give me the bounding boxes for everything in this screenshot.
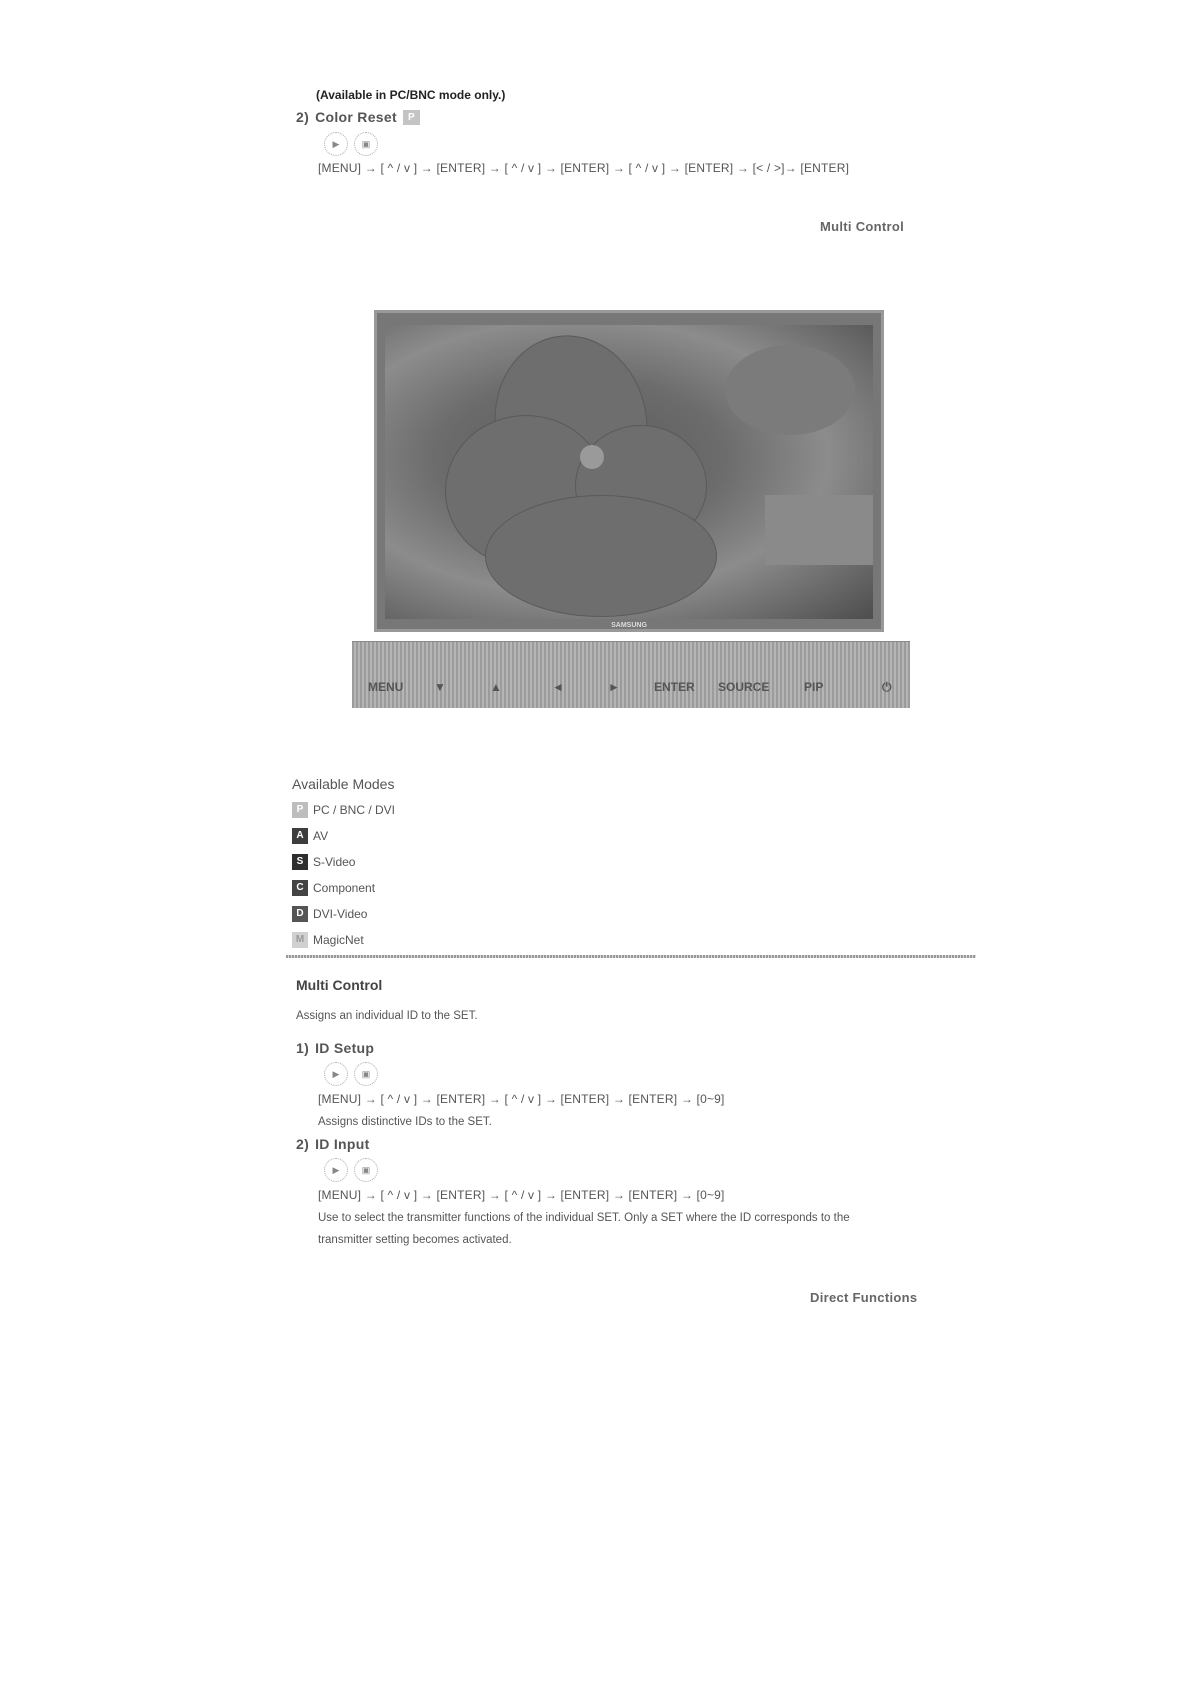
magicnet-mode-icon: M	[292, 932, 308, 948]
multi-control-link[interactable]: Multi Control	[820, 219, 905, 234]
menu-button[interactable]: MENU	[368, 680, 404, 694]
monitor-image	[374, 310, 884, 632]
color-reset-sequence: [MENU] → [ ^ / v ] → [ENTER] → [ ^ / v ] → [ENTER] → [ ^ / v ] → [ENTER] → [< / >]→ [ENTER]	[318, 161, 850, 175]
mode-label: Component	[313, 880, 376, 895]
modes-list	[292, 800, 395, 949]
available-modes-heading: Available Modes	[292, 776, 395, 792]
mode-item	[292, 878, 395, 897]
pip-button[interactable]: PIP	[804, 680, 824, 694]
item-number: 1)	[296, 1040, 310, 1056]
id-input-desc-line1: Use to select the transmitter functions of the individual SET. Only a SET where the ID corresponds to the	[318, 1212, 850, 1224]
mode-item	[292, 852, 395, 871]
id-input-desc-line2: transmitter setting becomes activated.	[318, 1234, 512, 1246]
mode-item	[292, 904, 395, 923]
item-title: ID Input	[315, 1136, 370, 1152]
pc-mode-icon: P	[403, 110, 420, 125]
id-input-sequence: [MENU] → [ ^ / v ] → [ENTER] → [ ^ / v ] → [ENTER] → [ENTER] → [0~9]	[318, 1188, 725, 1202]
multi-control-heading: Multi Control	[296, 977, 383, 993]
enter-button[interactable]: ENTER	[654, 680, 695, 694]
id-setup-sequence: [MENU] → [ ^ / v ] → [ENTER] → [ ^ / v ] → [ENTER] → [ENTER] → [0~9]	[318, 1092, 725, 1106]
remote-icons	[324, 1062, 378, 1086]
flower-screen	[385, 325, 873, 619]
brand-logo: SAMSUNG	[611, 622, 647, 629]
mode-label: AV	[313, 828, 329, 843]
mode-item	[292, 800, 395, 819]
menu-button-icon: ▣	[354, 1158, 378, 1182]
component-mode-icon: C	[292, 880, 308, 896]
remote-button-icon: ▶	[324, 132, 348, 156]
s-video-mode-icon: S	[292, 854, 308, 870]
multi-control-desc: Assigns an individual ID to the SET.	[296, 1010, 478, 1022]
mode-label: PC / BNC / DVI	[313, 802, 396, 817]
menu-button-icon: ▣	[354, 132, 378, 156]
item-title: ID Setup	[315, 1040, 375, 1056]
left-button[interactable]: ◄	[552, 680, 564, 694]
direct-functions-link[interactable]: Direct Functions	[810, 1290, 918, 1305]
section-divider	[286, 955, 976, 958]
source-button[interactable]: SOURCE	[718, 680, 770, 694]
mode-label: MagicNet	[313, 932, 364, 947]
mode-label: DVI-Video	[313, 906, 368, 921]
id-input-heading	[296, 1136, 370, 1152]
up-button[interactable]: ▲	[490, 680, 502, 694]
mode-item	[292, 930, 395, 949]
dvi-video-mode-icon: D	[292, 906, 308, 922]
power-button[interactable]: ⏻	[882, 680, 892, 694]
remote-icons	[324, 1158, 378, 1182]
remote-icons	[324, 132, 378, 156]
control-bar	[352, 641, 910, 708]
availability-note: (Available in PC/BNC mode only.)	[316, 88, 506, 102]
color-reset-heading	[296, 109, 425, 125]
mode-label: S-Video	[313, 854, 356, 869]
av-mode-icon: A	[292, 828, 308, 844]
right-button[interactable]: ►	[608, 680, 620, 694]
pc-mode-icon: P	[292, 802, 308, 818]
item-number: 2)	[296, 109, 310, 125]
item-number: 2)	[296, 1136, 310, 1152]
remote-button-icon: ▶	[324, 1062, 348, 1086]
down-button[interactable]: ▼	[434, 680, 446, 694]
id-setup-heading	[296, 1040, 374, 1056]
menu-button-icon: ▣	[354, 1062, 378, 1086]
item-title: Color Reset	[315, 109, 397, 125]
remote-button-icon: ▶	[324, 1158, 348, 1182]
mode-item	[292, 826, 395, 845]
id-setup-desc: Assigns distinctive IDs to the SET.	[318, 1116, 492, 1128]
